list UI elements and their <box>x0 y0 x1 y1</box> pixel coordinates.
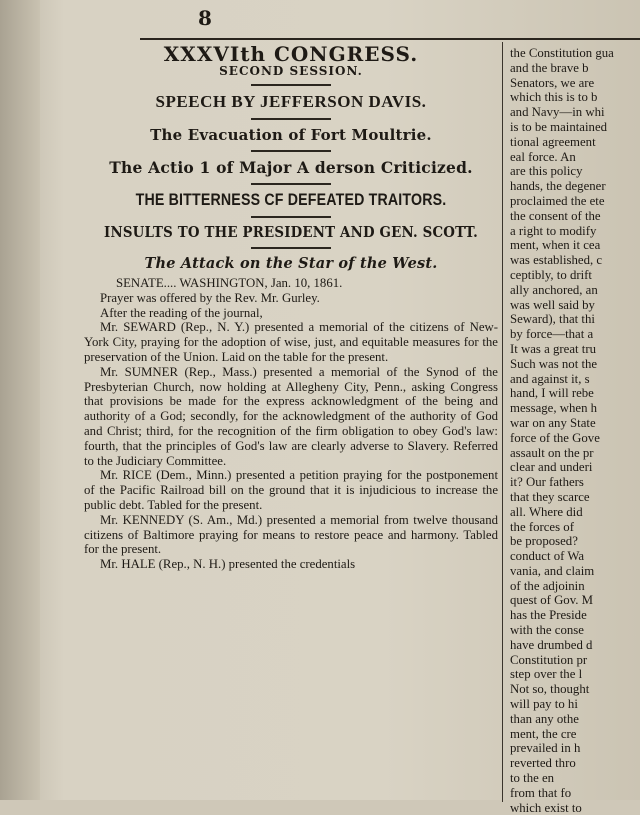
adjacent-column-line: hands, the degener <box>510 179 606 194</box>
article-paragraph: Mr. SEWARD (Rep., N. Y.) presented a memorial of the citizens of New-York City, praying for the adoption of wise, just, and equitable measures for the preservation of the Union. Laid on the table for the present. <box>84 320 498 364</box>
adjacent-column-line: will pay to hi <box>510 697 578 712</box>
adjacent-column-line: vania, and claim <box>510 563 595 578</box>
article-column <box>84 40 498 572</box>
adjacent-column-line: the consent of the <box>510 208 601 223</box>
adjacent-column-line: ment, the cre <box>510 726 577 741</box>
adjacent-column-line: are this policy <box>510 164 583 179</box>
headline-speech: SPEECH BY JEFFERSON DAVIS. <box>155 92 427 111</box>
divider <box>251 118 331 120</box>
article-paragraph: After the reading of the journal, <box>100 305 263 320</box>
adjacent-column-line: Not so, thought <box>510 682 590 697</box>
adjacent-column-line: was well said by <box>510 297 595 312</box>
adjacent-column-line: prevailed in h <box>510 741 581 756</box>
adjacent-column-line: hand, I will rebe <box>510 386 594 401</box>
article-paragraph: Mr. HALE (Rep., N. H.) presented the credentials <box>100 557 356 572</box>
adjacent-column <box>510 46 640 815</box>
adjacent-column-line: ceptibly, to drift <box>510 267 592 282</box>
divider <box>251 150 331 152</box>
adjacent-column-line: Seward), that thi <box>510 312 595 327</box>
adjacent-column-line: it? Our fathers <box>510 475 584 490</box>
adjacent-column-line: message, when h <box>510 401 598 416</box>
headline-session: SECOND SESSION. <box>219 64 363 78</box>
divider <box>251 183 331 185</box>
headline-insults: INSULTS TO THE PRESIDENT AND GEN. SCOTT. <box>104 224 478 241</box>
adjacent-column-line: step over the l <box>510 667 583 682</box>
article-paragraph: Prayer was offered by the Rev. Mr. Gurley. <box>100 290 320 305</box>
adjacent-column-line: by force—that a <box>510 327 594 342</box>
adjacent-column-line: force of the Gove <box>510 430 600 445</box>
adjacent-column-line: reverted thro <box>510 756 576 771</box>
adjacent-column-line: which this is to b <box>510 90 598 105</box>
adjacent-column-line: and the brave b <box>510 60 589 75</box>
adjacent-column-line: have drumbed d <box>510 637 593 652</box>
article-body <box>84 276 498 572</box>
article-paragraph: Mr. KENNEDY (S. Am., Md.) presented a memorial from twelve thousand citizens of Baltimore praying for means to restore peace and harmony. Tabled for the present. <box>84 512 498 557</box>
article-paragraph: Mr. SUMNER (Rep., Mass.) presented a memorial of the Synod of the Presbyterian Church, now holding at Allegheny City, Penn., asking Congress that provisions be made for the express acknowledgment of the being and authority of a God; secondly, for the acknowledgment of the authority of God and Christ; third, for the recognition of the firm obligation to obey God's law: fourth, that the principles of God's law are clearly adverse to Slavery. Referred to the Judiciary Committee. <box>84 364 498 468</box>
adjacent-column-line: a right to modify <box>510 223 597 238</box>
adjacent-column-line: Senators, we are <box>510 75 595 90</box>
adjacent-column-line: is to be maintained <box>510 119 608 134</box>
adjacent-column-line: be proposed? <box>510 534 578 549</box>
adjacent-column-line: from that fo <box>510 785 572 800</box>
adjacent-column-line: that they scarce <box>510 489 590 504</box>
adjacent-column-line: tional agreement <box>510 134 596 149</box>
headline-evacuation: The Evacuation of Fort Moultrie. <box>150 126 432 144</box>
adjacent-column-line: quest of Gov. M <box>510 593 594 608</box>
headline-action: The Actio 1 of Major A derson Criticized. <box>109 158 473 177</box>
headline-attack: The Attack on the Star of the West. <box>144 255 438 272</box>
adjacent-column-line: conduct of Wa <box>510 549 585 564</box>
adjacent-column-line: all. Where did <box>510 504 583 519</box>
adjacent-column-line: ment, when it cea <box>510 238 601 253</box>
divider <box>251 247 331 249</box>
adjacent-column-line: Such was not the <box>510 356 598 371</box>
article-paragraph: Mr. RICE (Dem., Minn.) presented a petition praying for the postponement of the Pacific Railroad bill on the ground that it is injudicious to increase the public debt. Tabled for the present. <box>84 468 498 512</box>
adjacent-column-line: proclaimed the ete <box>510 193 605 208</box>
adjacent-column-line: assault on the pr <box>510 445 594 460</box>
adjacent-column-line: Constitution pr <box>510 652 588 667</box>
adjacent-column-line: has the Preside <box>510 608 587 623</box>
adjacent-column-line: eal force. An <box>510 149 576 164</box>
adjacent-column-line: was established, c <box>510 253 603 268</box>
adjacent-column-line: the forces of <box>510 519 574 534</box>
column-rule <box>502 42 503 802</box>
adjacent-column-line: and against it, s <box>510 371 590 386</box>
divider <box>251 84 331 86</box>
adjacent-column-line: with the conse <box>510 623 584 638</box>
headline-congress: XXXVIth CONGRESS. <box>163 42 419 66</box>
adjacent-column-line: and Navy—in whi <box>510 105 605 120</box>
divider <box>251 216 331 218</box>
adjacent-column-line: of the adjoinin <box>510 578 585 593</box>
page-margin-shadow <box>0 0 40 800</box>
adjacent-column-line: ally anchored, an <box>510 282 598 297</box>
article-dateline: SENATE.... WASHINGTON, Jan. 10, 1861. <box>116 276 343 290</box>
adjacent-column-line: war on any State <box>510 415 596 430</box>
adjacent-column-line: which exist to <box>510 800 582 815</box>
page-number: 8 <box>198 6 212 30</box>
headline-bitterness: THE BITTERNESS CF DEFEATED TRAITORS. <box>135 191 447 209</box>
adjacent-column-line: to the en <box>510 771 555 786</box>
adjacent-column-line: clear and underi <box>510 460 593 475</box>
adjacent-column-line: the Constitution gua <box>510 46 614 60</box>
adjacent-column-line: than any othe <box>510 711 579 726</box>
adjacent-column-line: It was a great tru <box>510 341 596 356</box>
